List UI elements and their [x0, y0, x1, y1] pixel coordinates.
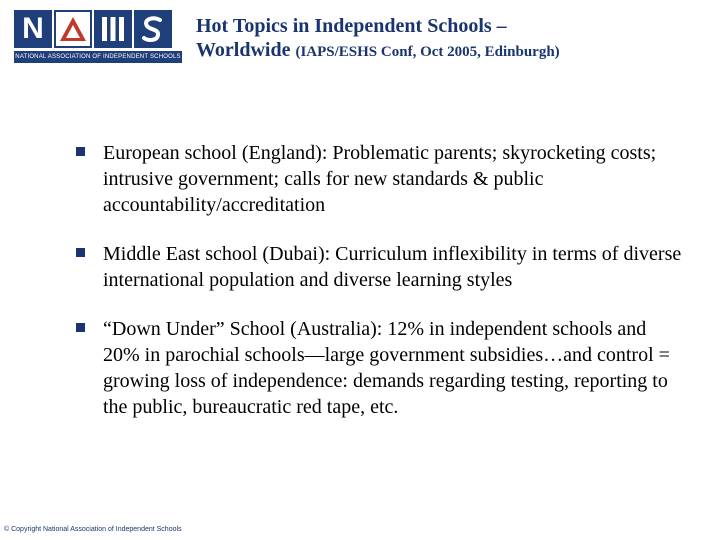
nais-logo — [14, 10, 180, 64]
title-line-2 — [196, 38, 706, 64]
square-bullet-icon — [76, 147, 85, 156]
bullet-text: European school (England): Problematic parents; skyrocketing costs; intrusive government; calls for new standards & public accountability/accreditation — [103, 142, 657, 216]
logo-tiles — [14, 10, 172, 48]
copyright-footer: © Copyright National Association of Independent Schools — [4, 526, 182, 533]
bullet-text: “Down Under” School (Australia): 12% in independent schools and 20% in parochial schools—large government subsidies…and control = growing loss of independence: demands regarding testing, reporting to the public, bureaucratic red tape, etc. — [103, 318, 670, 418]
square-bullet-icon — [76, 323, 85, 332]
title-line-1: Hot Topics in Independent Schools – — [196, 15, 507, 37]
bullet-item-australia — [76, 316, 686, 420]
square-bullet-icon — [76, 248, 85, 257]
swirl-s-icon — [138, 14, 168, 44]
logo-caption: NATIONAL ASSOCIATION OF INDEPENDENT SCHOOLS — [14, 51, 182, 63]
bullet-list — [76, 140, 686, 443]
bullet-item-england — [76, 140, 686, 218]
logo-tile-s — [134, 10, 172, 48]
slide-title — [196, 14, 706, 64]
logo-tile-iii — [94, 10, 132, 48]
columns-icon — [98, 14, 128, 44]
title-subtitle: (IAPS/ESHS Conf, Oct 2005, Edinburgh) — [295, 44, 560, 60]
bullet-item-dubai — [76, 241, 686, 293]
logo-tile-n: N — [14, 10, 52, 48]
title-main: Worldwide — [196, 39, 291, 61]
triangle-icon — [58, 14, 88, 44]
bullet-text: Middle East school (Dubai): Curriculum inflexibility in terms of diverse international population and diverse learning styles — [103, 243, 682, 291]
logo-tile-a — [54, 10, 92, 48]
